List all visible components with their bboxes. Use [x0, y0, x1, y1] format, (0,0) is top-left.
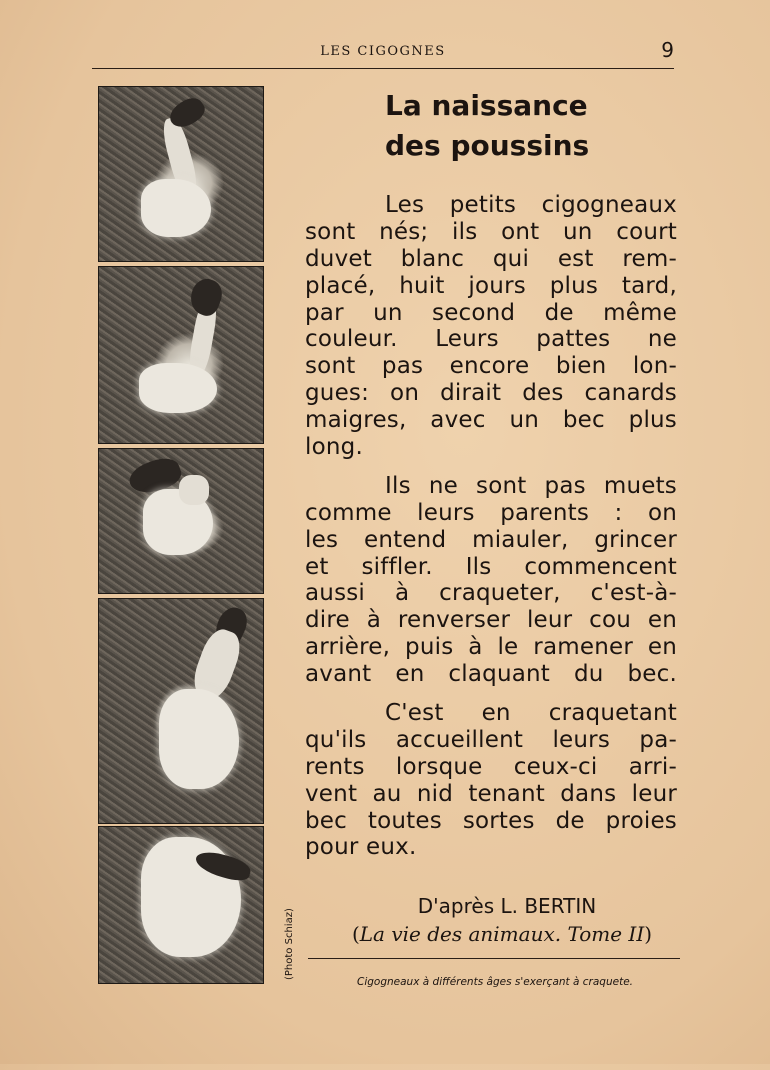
text-line: bec toutes sortes de proies	[305, 807, 677, 834]
article-body	[305, 192, 677, 861]
text-line: par un second de même	[305, 299, 677, 326]
text-line: gues: on dirait des canards	[305, 380, 677, 407]
photo-frame-5	[98, 826, 264, 984]
text-line: les entend miauler, grincer	[305, 526, 677, 553]
text-line: dire à renverser leur cou en	[305, 607, 677, 634]
article-title-line-2: des poussins	[385, 129, 590, 162]
text-line: et siffler. Ils commencent	[305, 553, 677, 580]
attribution-source	[305, 920, 679, 948]
photo-credit: (Photo Schiaz)	[284, 908, 295, 980]
running-header	[92, 38, 674, 69]
source-open-paren: (	[351, 922, 360, 946]
caption-divider	[308, 958, 680, 959]
text-line: vent au nid tenant dans leur	[305, 780, 677, 807]
attribution	[305, 892, 679, 948]
text-line: duvet blanc qui est rem-	[305, 245, 677, 272]
photo-frame-1	[98, 86, 264, 262]
text-line: maigres, avec un bec plus	[305, 407, 677, 434]
text-line: couleur. Leurs pattes ne	[305, 326, 677, 353]
photo-frame-2	[98, 266, 264, 444]
photo-frame-4	[98, 598, 264, 824]
article-title-line-1: La naissance	[385, 89, 588, 122]
text-line: sont nés; ils ont un court	[305, 218, 677, 245]
text-line: aussi à craqueter, c'est-à-	[305, 580, 677, 607]
figure-caption: Cigogneaux à différents âges s'exerçant à craquete.	[357, 976, 633, 988]
paragraph-2	[305, 473, 677, 688]
text-line: sont pas encore bien lon-	[305, 353, 677, 380]
attribution-author: D'après L. BERTIN	[417, 894, 597, 918]
source-close-paren: )	[644, 922, 653, 946]
text-line: placé, huit jours plus tard,	[305, 272, 677, 299]
article-title	[385, 86, 675, 166]
text-line: long.	[305, 434, 363, 461]
text-line: pour eux.	[305, 834, 417, 861]
paragraph-1	[305, 192, 677, 461]
photo-credit-container	[284, 908, 296, 1070]
text-line: C'est en craquetant	[385, 700, 677, 727]
text-line: arrière, puis à le ramener en	[305, 634, 677, 661]
text-line: qu'ils accueillent leurs pa-	[305, 726, 677, 753]
text-line: comme leurs parents : on	[305, 499, 677, 526]
text-line: rents lorsque ceux-ci arri-	[305, 753, 677, 780]
page-number: 9	[661, 38, 674, 62]
running-title: LES CIGOGNES	[320, 44, 446, 59]
text-line: Ils ne sont pas muets	[385, 472, 677, 499]
photo-frame-3	[98, 448, 264, 594]
source-title: La vie des animaux. Tome II	[359, 922, 645, 946]
text-line: Les petits cigogneaux	[385, 192, 677, 218]
text-line: avant en claquant du bec.	[305, 661, 677, 688]
paragraph-3	[305, 700, 677, 861]
